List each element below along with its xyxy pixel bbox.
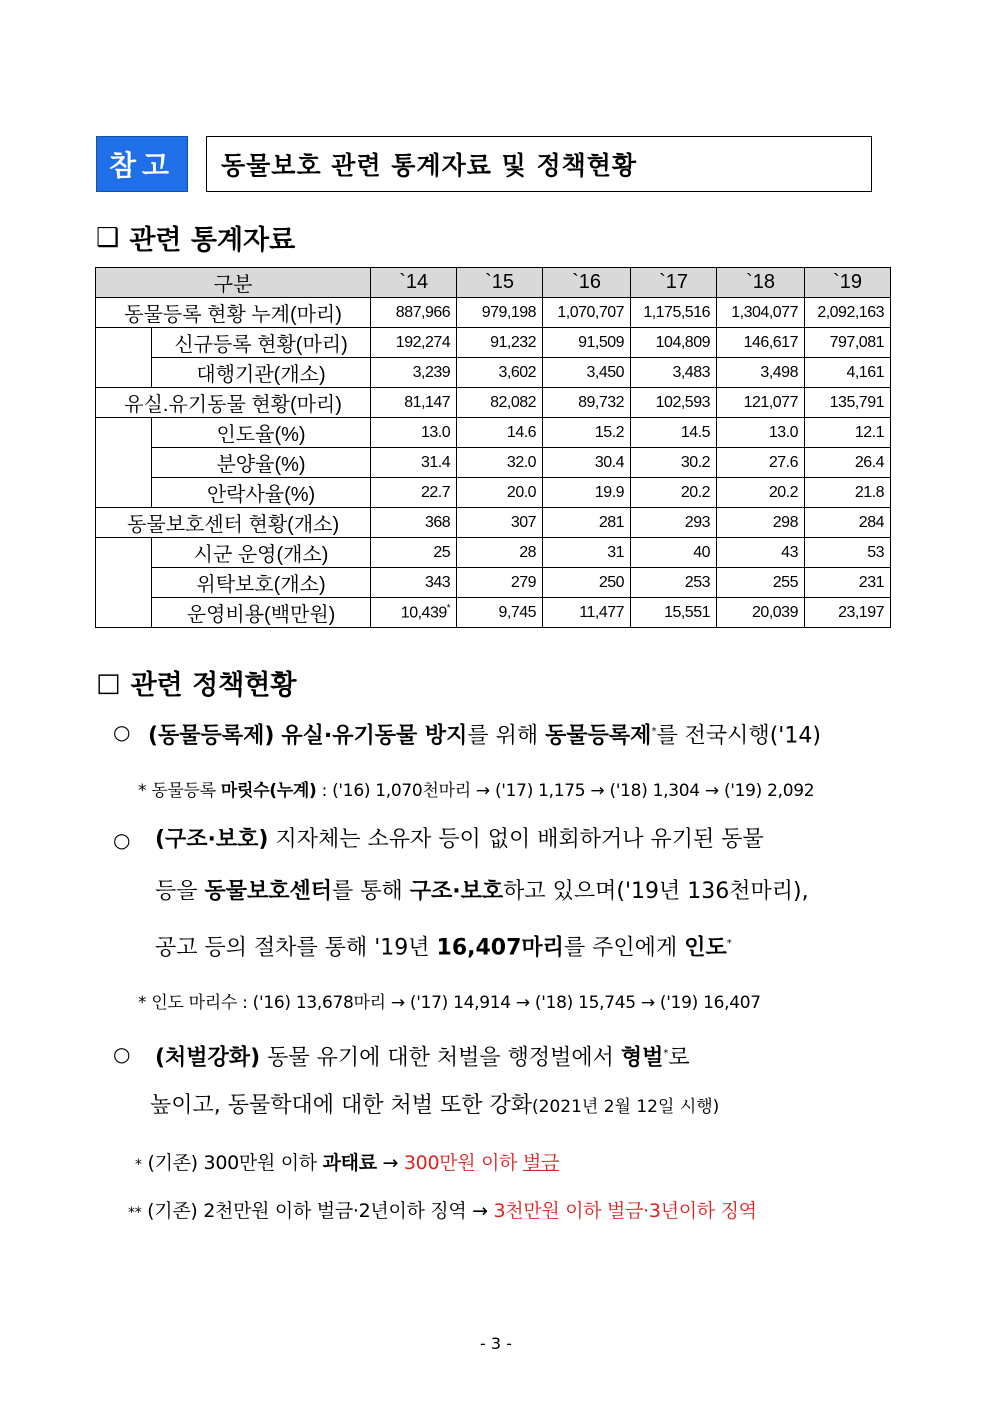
cell-value: 1,175,516 <box>643 303 710 321</box>
square-bullet-icon: ❑ <box>96 222 120 253</box>
cell-value: 10,439 <box>400 604 447 622</box>
cell-value: 27.6 <box>768 453 798 471</box>
table-cell <box>631 478 717 508</box>
table-cell <box>543 448 631 478</box>
cell-value: 102,593 <box>655 393 710 411</box>
cell-value: 1,304,077 <box>731 303 798 321</box>
note-return-count <box>138 988 761 1013</box>
row-label: 동물보호센터 현황(개소) <box>96 508 371 538</box>
table-cell <box>371 448 457 478</box>
col-header-year: `16 <box>543 268 631 298</box>
indent-cell <box>96 598 152 628</box>
cell-value: 253 <box>684 573 710 591</box>
table-row <box>96 328 891 358</box>
table-cell <box>457 298 543 328</box>
table-cell <box>457 568 543 598</box>
note-bold: 마릿수(누계) <box>220 781 317 801</box>
cell-value: 15.2 <box>594 423 625 441</box>
footnote-mark: * <box>663 1048 669 1059</box>
table-cell <box>543 538 631 568</box>
para-bold: 인도 <box>684 935 727 961</box>
para-text: 를 전국시행('14) <box>656 723 821 749</box>
table-cell <box>804 448 890 478</box>
note-red-underlined: 벌금 <box>522 1152 560 1174</box>
para-bold: 동물등록제 <box>545 723 652 749</box>
table-cell <box>631 448 717 478</box>
note-text: 동물등록 <box>151 781 221 801</box>
circle-bullet-icon: ○ <box>113 720 131 744</box>
policy-paragraph-rescue-line1 <box>155 826 764 854</box>
row-label: 시군 운영(개소) <box>151 538 370 568</box>
cell-value: 20,039 <box>752 603 798 621</box>
cell-value: 231 <box>858 573 884 591</box>
table-cell <box>371 508 457 538</box>
para-bold: 16,407마리 <box>436 935 564 961</box>
table-cell <box>457 328 543 358</box>
note-text: (기존) 300만원 이하 <box>147 1152 323 1174</box>
para-text: 를 위해 <box>467 723 546 749</box>
table-cell <box>543 418 631 448</box>
note-bold: 과태료 <box>322 1152 377 1174</box>
cell-value: 15,551 <box>664 603 710 621</box>
indent-cell <box>96 418 152 448</box>
table-row <box>96 418 891 448</box>
cell-value: 12.1 <box>854 423 884 441</box>
note-text: : ('16) 1,070천마리 → ('17) 1,175 → ('18) 1,304 → ('19) 2,092 <box>316 781 815 801</box>
table-cell <box>371 388 457 418</box>
table-cell <box>457 358 543 388</box>
note-penalty <box>128 1196 757 1223</box>
cell-value: 21.8 <box>854 483 884 501</box>
cell-value: 3,498 <box>760 363 798 381</box>
table-row <box>96 478 891 508</box>
note-mark: * <box>135 1157 142 1173</box>
indent-cell <box>96 328 152 358</box>
note-text: (기존) 2천만원 이하 벌금·2년이하 징역 → <box>147 1200 494 1222</box>
cell-value: 53 <box>867 543 884 561</box>
table-cell <box>543 388 631 418</box>
cell-value: 40 <box>693 543 710 561</box>
para-text: 로 <box>668 1045 690 1071</box>
cell-value: 30.2 <box>680 453 710 471</box>
table-row <box>96 568 891 598</box>
row-label: 동물등록 현황 누계(마리) <box>96 298 371 328</box>
cell-value: 43 <box>781 543 798 561</box>
policy-paragraph-punishment-line2 <box>150 1092 719 1121</box>
note-fine <box>135 1148 559 1175</box>
table-cell <box>543 568 631 598</box>
table-cell <box>717 328 805 358</box>
cell-value: 293 <box>684 513 710 531</box>
cell-value: 887,966 <box>395 303 451 321</box>
table-cell <box>457 388 543 418</box>
table-cell <box>717 508 805 538</box>
cell-value: 23,197 <box>838 603 884 621</box>
note-text: 인도 마리수 : ('16) 13,678마리 → ('17) 14,914 → ('18) 15,745 → ('19) 16,407 <box>151 993 761 1013</box>
para-bold: 동물보호센터 <box>204 879 333 904</box>
col-header-year: `17 <box>631 268 717 298</box>
cell-value: 135,791 <box>829 393 884 411</box>
cell-value: 3,483 <box>672 363 710 381</box>
cell-value: 284 <box>858 513 884 531</box>
cell-value: 255 <box>772 573 798 591</box>
table-cell <box>717 568 805 598</box>
table-cell <box>457 598 543 628</box>
para-text: 동물 유기에 대한 처벌을 행정벌에서 <box>260 1045 621 1071</box>
col-header-year: `19 <box>804 268 890 298</box>
col-header-year: `18 <box>717 268 805 298</box>
note-mark: * <box>138 781 147 801</box>
row-label: 유실.유기동물 현황(마리) <box>96 388 371 418</box>
row-label: 신규등록 현황(마리) <box>151 328 370 358</box>
cell-value: 81,147 <box>404 393 451 411</box>
table-cell <box>543 598 631 628</box>
table-cell <box>717 448 805 478</box>
cell-value: 2,092,163 <box>817 303 884 321</box>
para-heading: (동물등록제) <box>148 723 275 749</box>
table-cell <box>631 598 717 628</box>
table-cell <box>804 478 890 508</box>
cell-value: 25 <box>433 543 451 561</box>
col-header-category: 구분 <box>96 268 371 298</box>
stats-section-label: 관련 통계자료 <box>129 225 296 256</box>
stats-table <box>95 267 891 628</box>
cell-value: 307 <box>510 513 537 531</box>
para-bold: 형벌 <box>620 1045 664 1071</box>
table-cell <box>543 298 631 328</box>
para-bold: 유실·유기동물 방지 <box>281 723 468 749</box>
cell-value: 20.2 <box>680 483 710 501</box>
col-header-year: `14 <box>371 268 457 298</box>
table-cell <box>717 298 805 328</box>
indent-cell <box>96 478 152 508</box>
cell-value: 368 <box>424 513 451 531</box>
row-label: 분양율(%) <box>151 448 370 478</box>
cell-value: 14.6 <box>506 423 537 441</box>
page-number: - 3 - <box>480 1334 512 1353</box>
para-text: 를 통해 <box>332 879 410 904</box>
indent-cell <box>96 538 152 568</box>
cell-value: 281 <box>598 513 625 531</box>
table-cell <box>371 568 457 598</box>
table-cell <box>631 538 717 568</box>
policy-paragraph-rescue-line3 <box>155 930 732 962</box>
row-label: 대행기관(개소) <box>151 358 370 388</box>
cell-value: 11,477 <box>579 603 625 621</box>
page-title: 동물보호 관련 통계자료 및 정책현황 <box>206 136 872 192</box>
cell-value: 26.4 <box>854 453 884 471</box>
table-cell <box>804 538 890 568</box>
table-cell <box>717 388 805 418</box>
table-cell <box>804 328 890 358</box>
cell-value: 3,239 <box>412 363 451 381</box>
row-label: 안락사율(%) <box>151 478 370 508</box>
table-row <box>96 598 891 628</box>
note-mark: ** <box>128 1205 142 1221</box>
table-cell <box>804 298 890 328</box>
cell-value: 3,602 <box>498 363 537 381</box>
cell-value: 146,617 <box>743 333 798 351</box>
table-cell <box>804 418 890 448</box>
table-cell <box>717 478 805 508</box>
table-cell <box>631 568 717 598</box>
table-cell <box>371 358 457 388</box>
table-cell <box>631 418 717 448</box>
table-cell <box>457 418 543 448</box>
table-cell <box>543 478 631 508</box>
cell-value: 343 <box>424 573 451 591</box>
cell-value: 28 <box>519 543 537 561</box>
policy-paragraph-rescue-line2 <box>155 878 809 906</box>
stats-section-title <box>96 218 295 257</box>
table-header-row <box>96 268 891 298</box>
table-cell <box>543 328 631 358</box>
policy-section-label: 관련 정책현황 <box>130 670 297 701</box>
cell-value: 89,732 <box>578 393 625 411</box>
para-text: 공고 등의 절차를 통해 '19년 <box>155 935 437 961</box>
policy-paragraph-punishment-line1 <box>155 1040 690 1072</box>
table-cell <box>371 538 457 568</box>
circle-bullet-icon: ○ <box>113 828 131 852</box>
footnote-mark: * <box>651 726 657 737</box>
note-mark: * <box>138 993 147 1013</box>
cell-value: 797,081 <box>829 333 884 351</box>
para-date: (2021년 2월 12일 시행) <box>532 1097 720 1117</box>
para-text: 를 주인에게 <box>563 935 685 961</box>
row-label: 인도율(%) <box>151 418 370 448</box>
cell-value: 20.2 <box>768 483 798 501</box>
table-cell <box>371 328 457 358</box>
col-header-year: `15 <box>457 268 543 298</box>
table-cell <box>457 538 543 568</box>
cell-value: 192,274 <box>395 333 451 351</box>
indent-cell <box>96 448 152 478</box>
cell-value: 4,161 <box>846 363 884 381</box>
table-cell <box>457 508 543 538</box>
table-row <box>96 538 891 568</box>
cell-value: 9,745 <box>498 603 537 621</box>
reference-tag: 참고 <box>96 136 188 192</box>
table-cell <box>717 538 805 568</box>
table-cell <box>804 598 890 628</box>
cell-value: 298 <box>772 513 798 531</box>
table-cell <box>631 358 717 388</box>
circle-bullet-icon: ○ <box>113 1042 131 1066</box>
table-cell <box>631 508 717 538</box>
para-text: 높이고, 동물학대에 대한 처벌 또한 강화 <box>150 1093 532 1118</box>
cell-value: 91,232 <box>490 333 537 351</box>
para-heading: (처벌강화) <box>155 1045 261 1071</box>
row-label: 운영비용(백만원) <box>151 598 370 628</box>
cell-value: 13.0 <box>421 423 451 441</box>
table-row <box>96 388 891 418</box>
para-bold: 구조·보호 <box>409 879 504 904</box>
table-cell <box>371 598 457 628</box>
cell-value: 979,198 <box>481 303 537 321</box>
para-text: 등을 <box>155 879 205 904</box>
indent-cell <box>96 568 152 598</box>
cell-value: 14.5 <box>680 423 710 441</box>
table-cell <box>717 598 805 628</box>
note-registration-count <box>138 776 814 801</box>
cell-value: 31 <box>607 543 625 561</box>
table-cell <box>631 298 717 328</box>
table-cell <box>631 328 717 358</box>
table-row <box>96 358 891 388</box>
cell-value: 22.7 <box>421 483 451 501</box>
table-cell <box>804 388 890 418</box>
table-cell <box>371 298 457 328</box>
cell-value: 30.4 <box>594 453 625 471</box>
footnote-mark: * <box>726 938 732 949</box>
row-label: 위탁보호(개소) <box>151 568 370 598</box>
cell-value: 19.9 <box>594 483 625 501</box>
note-text: → <box>376 1152 404 1174</box>
cell-value: 82,082 <box>490 393 537 411</box>
table-cell <box>543 508 631 538</box>
table-cell <box>631 388 717 418</box>
table-cell <box>717 418 805 448</box>
table-row <box>96 298 891 328</box>
table-cell <box>371 478 457 508</box>
table-cell <box>543 358 631 388</box>
cell-value: 91,509 <box>578 333 625 351</box>
cell-value: 3,450 <box>586 363 625 381</box>
indent-cell <box>96 358 152 388</box>
square-bullet-icon: □ <box>96 667 121 698</box>
cell-value: 20.0 <box>506 483 537 501</box>
cell-value: 104,809 <box>655 333 710 351</box>
cell-value: 32.0 <box>506 453 537 471</box>
cell-value: 121,077 <box>743 393 798 411</box>
footnote-mark: * <box>446 602 451 614</box>
cell-value: 1,070,707 <box>557 303 625 321</box>
table-row <box>96 508 891 538</box>
table-row <box>96 448 891 478</box>
para-heading: (구조·보호) <box>155 827 269 852</box>
table-cell <box>457 478 543 508</box>
note-red-text: 300만원 이하 <box>403 1152 523 1174</box>
table-cell <box>457 448 543 478</box>
para-text: 하고 있으며('19년 136천마리), <box>503 879 809 904</box>
table-cell <box>717 358 805 388</box>
table-cell <box>371 418 457 448</box>
cell-value: 31.4 <box>421 453 451 471</box>
para-text: 지자체는 소유자 등이 없이 배회하거나 유기된 동물 <box>268 827 764 852</box>
table-cell <box>804 358 890 388</box>
table-cell <box>804 568 890 598</box>
cell-value: 279 <box>510 573 537 591</box>
table-cell <box>804 508 890 538</box>
policy-paragraph-registration <box>148 718 821 750</box>
cell-value: 250 <box>598 573 625 591</box>
cell-value: 13.0 <box>768 423 798 441</box>
policy-section-title <box>96 663 296 702</box>
note-red-text: 3천만원 이하 벌금·3년이하 징역 <box>493 1200 757 1222</box>
